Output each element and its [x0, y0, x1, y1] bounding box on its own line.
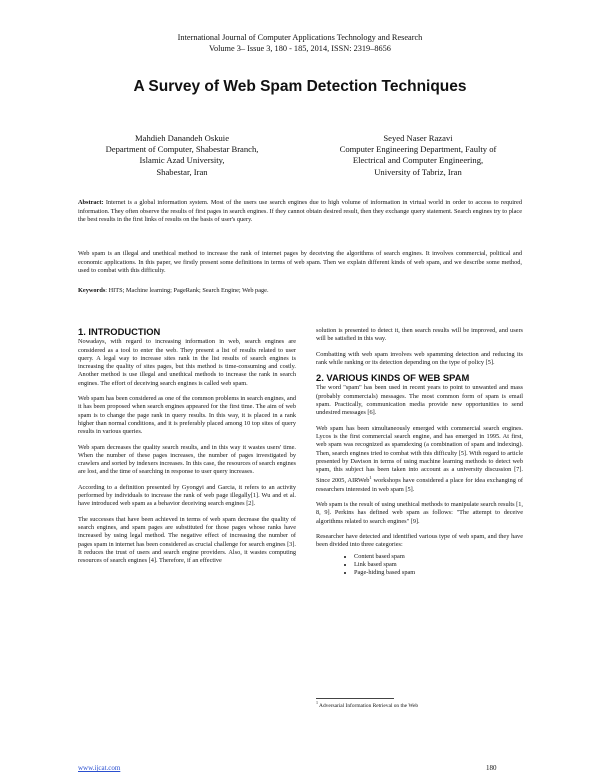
- footnote-marker: 1: [369, 475, 372, 481]
- author-2-name: Seyed Naser Razavi: [383, 133, 453, 143]
- author-1-affil-3: Shabestar, Iran: [156, 166, 208, 177]
- keywords-label: Keywords: [78, 287, 106, 294]
- footnote: [316, 700, 418, 709]
- list-item: • Link based spam: [354, 561, 523, 569]
- footnote-divider: [316, 698, 394, 699]
- section-1-heading: 1. INTRODUCTION: [78, 326, 161, 337]
- spam-para-3: Web spam is the result of using unethical methods to manipulate search results [1, 8, 9]. Perkins has defined web spam as follows: "The attempt to deceive algorithms related to search engines" [9].: [316, 501, 523, 525]
- keywords-text: : HITS; Machine learning; PageRank; Search Engine; Web page.: [105, 287, 269, 294]
- intro-para-5: The successes that have been achieved in terms of web spam decrease the quality of search engines, and spam pages are substituted for those pages whose ranks have increased by using legal method. The negative effect of increasing the number of pages spam in internet has been considered as crucial challenge for search engines [3]. It reduces the trust of users and search engine providers. Also, it wastes computing resources of search engines [4]. Therefore, if an effective: [78, 515, 296, 565]
- author-1: [82, 133, 282, 178]
- paper-title: A Survey of Web Spam Detection Techniques: [133, 78, 467, 95]
- right-column: [316, 327, 523, 578]
- author-1-affil-2: Islamic Azad University,: [139, 155, 225, 166]
- list-item: • Page-hiding based spam: [354, 569, 523, 577]
- author-1-affil-1: Department of Computer, Shabestar Branch,: [105, 144, 259, 155]
- abstract-label: Abstract:: [78, 199, 104, 206]
- intro-para-1: Nowadays, with regard to increasing information in web, search engines are considered as a tool to enter the web. They present a list of results related to user query. A legal way to increase sites rank in the list results of search engines is increasing the quality of sites pages, but this method is time-consuming and costly. Another method is use illegal and unethical methods to increase the rank in search engines. The effort of deceiving search engines is called web spam.: [78, 338, 296, 387]
- author-2: [318, 133, 518, 178]
- spam-categories-list: [316, 553, 523, 578]
- intro-para-6: solution is presented to detect it, then search results will be improved, and users will be satisfied in this way.: [316, 327, 523, 343]
- intro-para-7: Combatting with web spam involves web spamming detection and reducing its rank while ranking or its detection depending on the type of policy [5].: [316, 350, 523, 366]
- spam-para-2b: workshops have considered a place for idea exchanging of researchers interested in web spam [5].: [316, 477, 523, 493]
- author-2-affil-2: Electrical and Computer Engineering,: [352, 155, 484, 166]
- author-2-affil-1: Computer Engineering Department, Faulty of: [339, 144, 497, 155]
- footnote-number: 1: [316, 700, 318, 705]
- journal-link[interactable]: www.ijcat.com: [78, 764, 121, 772]
- spam-para-4: Researcher have detected and identified various type of web spam, and they have been divided into three categories:: [316, 533, 523, 549]
- footnote-text: Adversarial Information Retrieval on the Web: [318, 702, 419, 709]
- page-number: 180: [486, 764, 497, 772]
- list-item: • Content based spam: [354, 553, 523, 561]
- abstract-para-2: Web spam is an illegal and unethical method to increase the rank of internet pages by deceiving the algorithms of search engines. It involves commercial, political and economic applications. In this paper, we firstly present some definitions in terms of web spam. Then we explain different kinds of web spam, and we describe some method, used to combat with this difficulty.: [78, 250, 522, 274]
- intro-para-3: Web spam decreases the quality search results, and in this way it wastes users' time. When the number of these pages increases, the number of pages investigated by crawlers and sorted by indexers increases. In this case, the resources of search engines are lost, and the time of searching in response to user query increases.: [78, 443, 296, 476]
- spam-para-1: The word "spam" has been used in recent years to point to unwanted and mass (probably commercials) messages. The most common form of spam is email spam. Practically, communication media provide new opportunities to send undesired messages [6].: [316, 384, 523, 417]
- abstract: [78, 199, 522, 225]
- journal-name: International Journal of Computer Applications Technology and Research: [177, 33, 423, 42]
- abstract-text: Internet is a global information system. Most of the users use search engines due to high volume of information in virtual world in order to access to required information. They often observe the results of first pages in search engines. If they cannot obtain desired result, then they exchange query statement. Search engines try to place the best results in the first links of results on the basis of user's query.: [78, 199, 522, 223]
- intro-para-2: Web spam has been considered as one of the common problems in search engines, and it has been proposed when search engines appeared for the first time. The aim of web spam is to change the page rank in query results. In this way, it is placed in a rank higher than normal conditions, and it is preferably placed among 10 top sites of query results in various queries.: [78, 395, 296, 436]
- keywords: [78, 287, 522, 296]
- left-column: [78, 328, 296, 572]
- spam-para-2a: Web spam has been simultaneously emerged with commercial search engines. Lycos is the first commercial search engine, and has emerged in 1995. At first, web spam was recognized as spamdexing (a combination of spam and indexing). Then, search engines tried to combat with this difficulty [5]. With regard to article presented by Davison in terms of using machine learning methods to detect web spam, this subject has been taken into account as a university discussion [7]. Since 2005, AIRWeb: [316, 424, 523, 485]
- intro-para-4: According to a definition presented by Gyongyi and Garcia, it refers to an activity performed by individuals to increase the rank of web page illegally[1]. Wu and et al. have introduced web spam as a behavior deceiving search engines [2].: [78, 483, 296, 508]
- spam-para-2: [316, 425, 523, 494]
- author-2-affil-3: University of Tabriz, Iran: [374, 166, 462, 177]
- section-2-heading: 2. VARIOUS KINDS OF WEB SPAM: [316, 372, 470, 384]
- footer-url[interactable]: [78, 764, 120, 772]
- author-1-name: Mahdieh Danandeh Oskuie: [134, 133, 230, 143]
- volume-info: Volume 3– Issue 3, 180 - 185, 2014, ISSN: 2319–8656: [209, 44, 391, 53]
